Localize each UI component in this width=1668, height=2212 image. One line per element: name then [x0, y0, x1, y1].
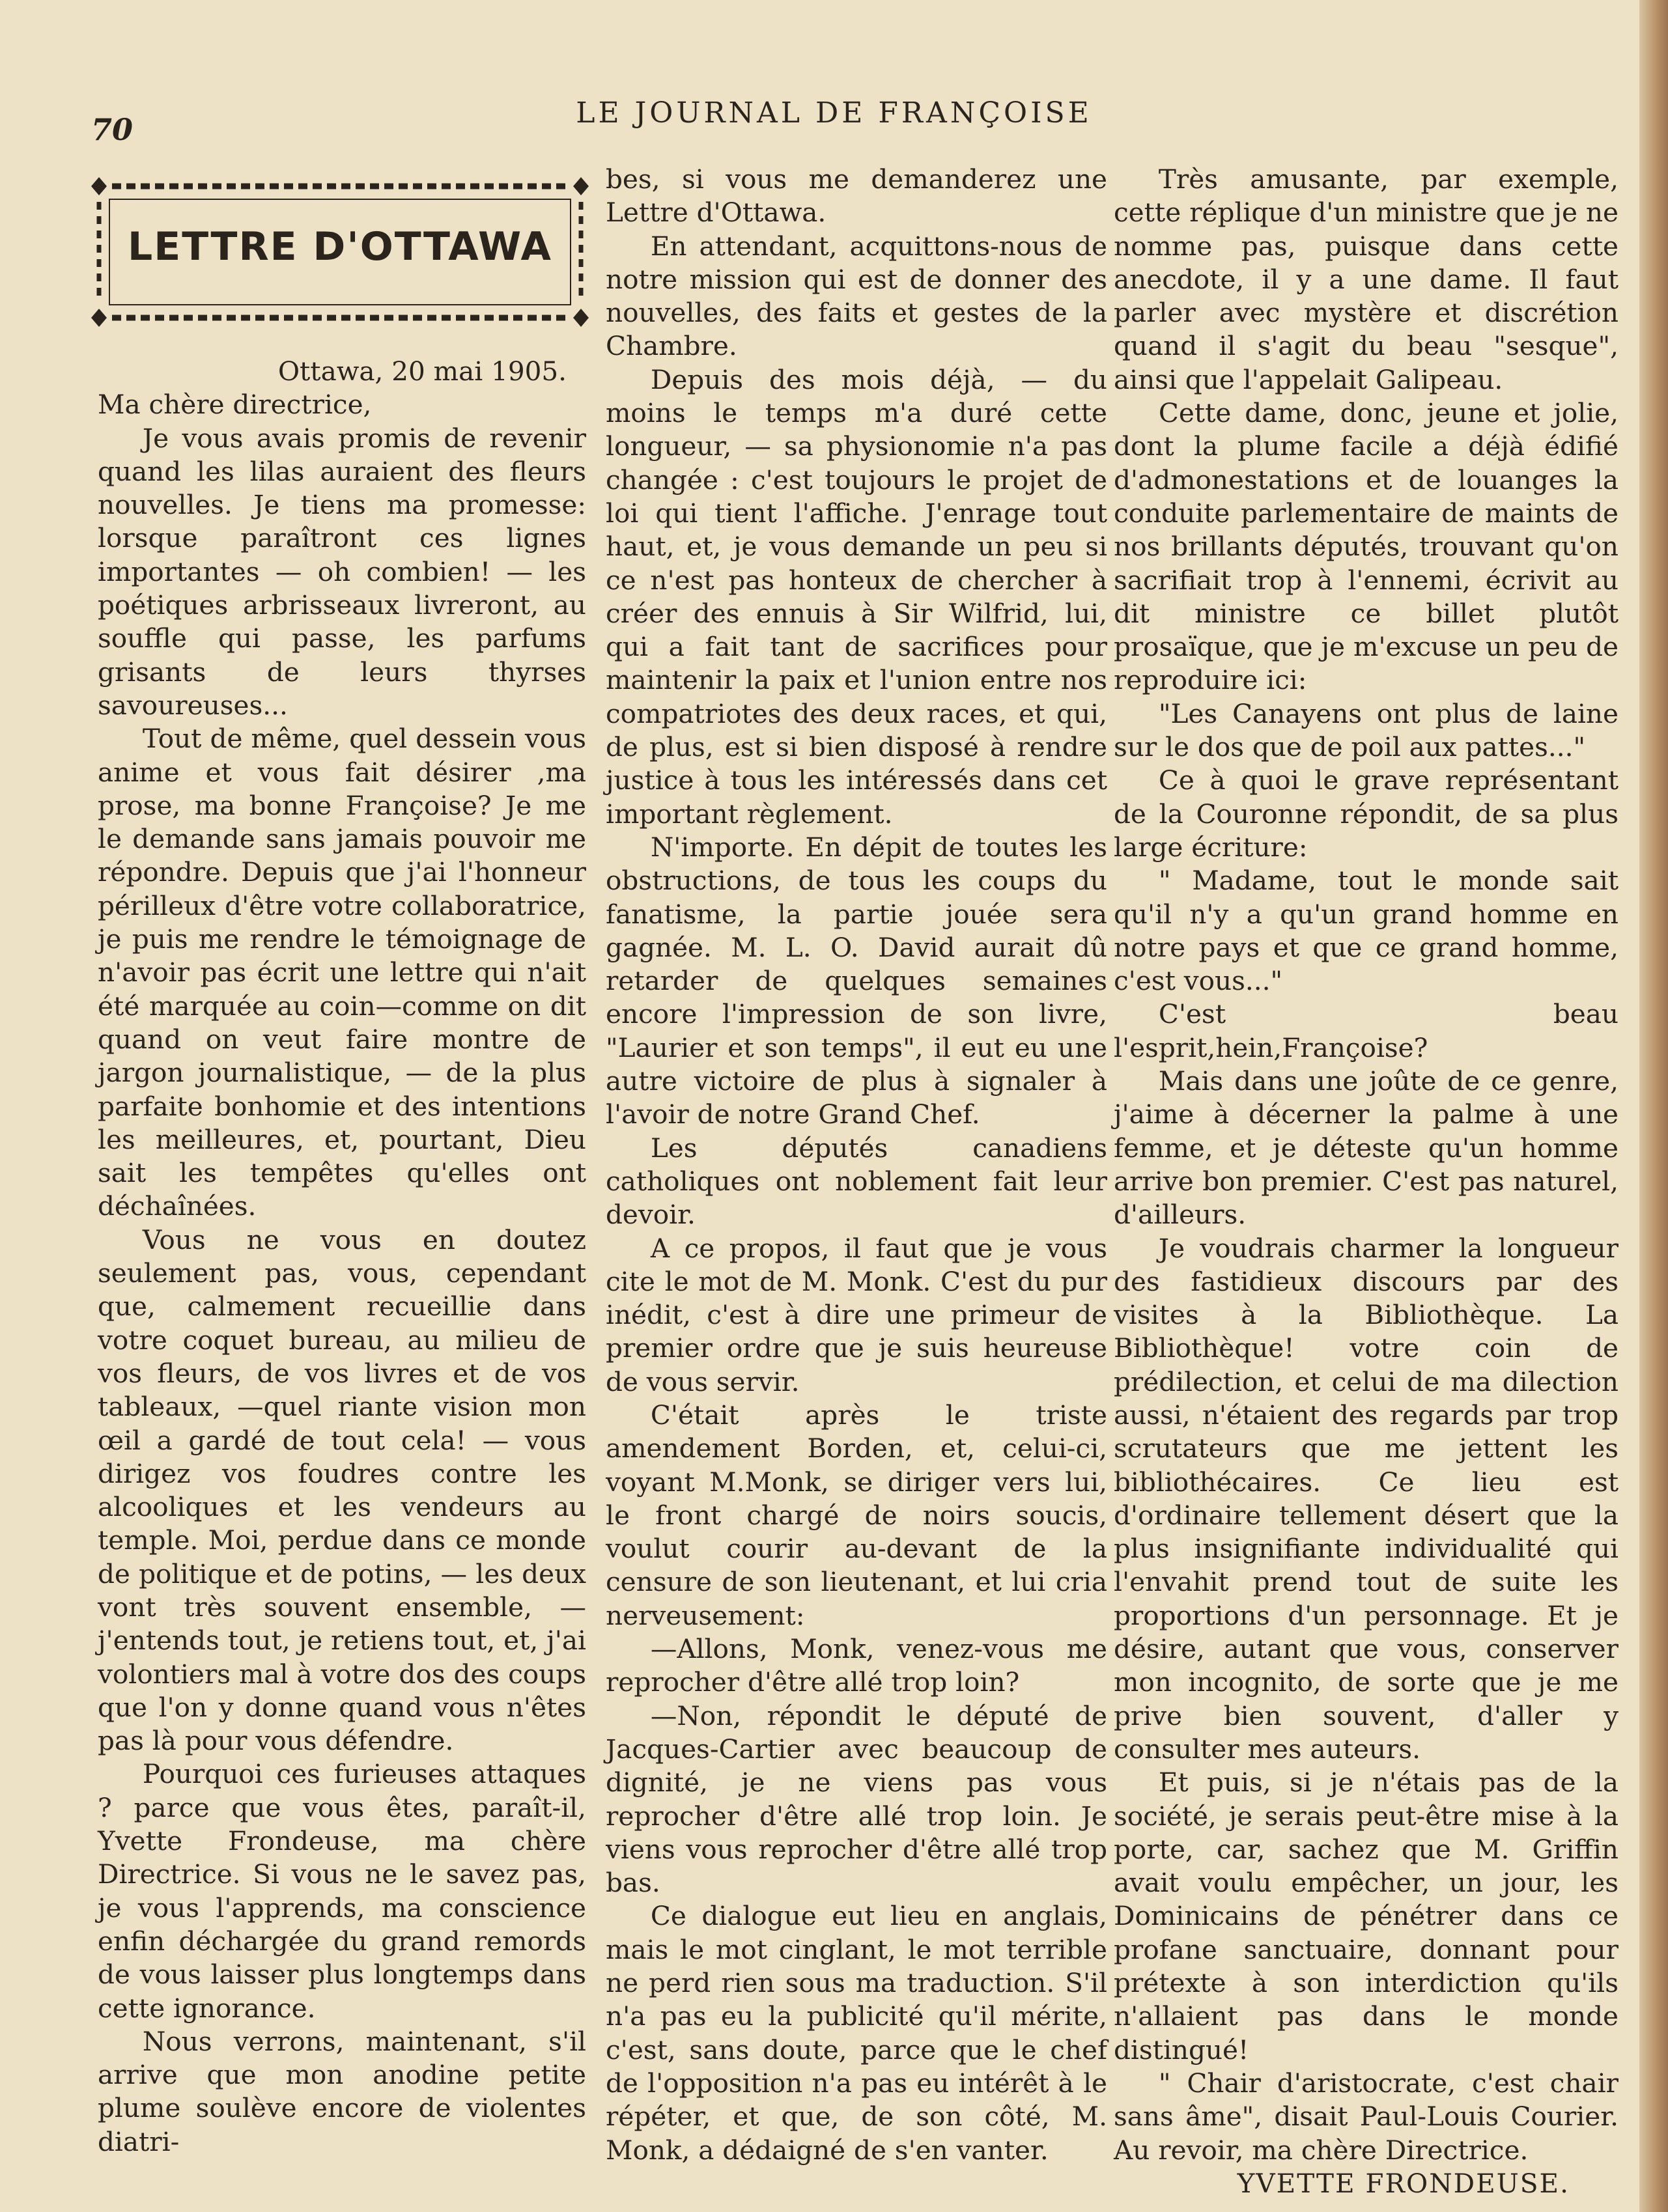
dateline: Ottawa, 20 mai 1905. — [277, 356, 567, 387]
paragraph: Tout de même, quel dessein vous anime et vous fait désirer ,ma prose, ma bonne Françoise? Je me le demande sans jamais pouvoir me répondre. Depuis que j'ai l'honneur périlleux d'être votre collaboratrice, je puis me rendre le témoignage de n'avoir pas écrit une lettre qui n'ait été marquée au coin—comme on dit quand on veut faire montre de jargon journalistique, — de la plus parfaite bonhomie et des intentions les meilleures, et, pourtant, Dieu sait les tempêtes qu'elles ont déchaînées. — [98, 723, 586, 1222]
running-head: LE JOURNAL DE FRANÇOISE — [576, 96, 1092, 130]
column-2 — [606, 163, 1107, 2167]
title-box — [86, 177, 594, 327]
paragraph: " Madame, tout le monde sait qu'il n'y a qu'un grand homme en notre pays et que ce grand homme, c'est vous..." — [1114, 865, 1619, 997]
paragraph: Les députés canadiens catholiques ont noblement fait leur devoir. — [606, 1132, 1107, 1231]
paragraph: Ce dialogue eut lieu en anglais, mais le mot cinglant, le mot terrible ne perd rien sous ma traduction. S'il n'a pas eu la publicité qu'il mérite, c'est, sans doute, parce que le chef de l'opposition n'a pas eu intérêt à le répéter, et que, de son côté, M. Monk, a dédaigné de s'en vanter. — [606, 1900, 1107, 2166]
paragraph: bes, si vous me demanderez une Lettre d'Ottawa. — [606, 163, 1107, 229]
paragraph: N'importe. En dépit de toutes les obstructions, de tous les coups du fanatisme, la partie jouée sera gagnée. M. L. O. David aurait dû retarder de quelques semaines encore l'impression de son livre, "Laurier et son temps", il eut eu une autre victoire de plus à signaler à l'avoir de notre Grand Chef. — [606, 831, 1107, 1130]
paragraph: Je voudrais charmer la longueur des fastidieux discours par des visites à la Bibliothèque. La Bibliothèque! votre coin de prédilection, et celui de ma dilection aussi, n'étaient des regards par trop scrutateurs que me jettent les bibliothécaires. Ce lieu est d'ordinaire tellement désert que la plus insignifiante individualité qui l'envahit prend tout de suite les proportions d'un personnage. Et je désire, autant que vous, conserver mon incognito, de sorte que je me prive bien souvent, d'aller y consulter mes auteurs. — [1114, 1232, 1619, 1765]
paragraph: —Non, répondit le député de Jacques-Cartier avec beaucoup de dignité, je ne viens pas vous reprocher d'être allé trop loin. Je viens vous reprocher d'être allé trop bas. — [606, 1700, 1107, 1899]
paragraph: Ce à quoi le grave représentant de la Couronne répondit, de sa plus large écriture: — [1114, 764, 1619, 863]
signature: YVETTE FRONDEUSE. — [1237, 2167, 1570, 2199]
paragraph: Depuis des mois déjà, — du moins le temps m'a duré cette longueur, — sa physionomie n'a pas changée : c'est toujours le projet de loi qui tient l'affiche. J'enrage tout haut, et, je vous demande un peu si ce n'est pas honteux de chercher à créer des ennuis à Sir Wilfrid, lui, qui a fait tant de sacrifices pour maintenir la paix et l'union entre nos compatriotes des deux races, et qui, de plus, est si bien disposé à rendre justice à tous les intéressés dans cet important règlement. — [606, 363, 1107, 830]
column-3 — [1114, 163, 1619, 2200]
page-number: 70 — [91, 112, 134, 147]
paragraph: Cette dame, donc, jeune et jolie, dont la plume facile a déjà édifié d'admonestations et de louanges la conduite parlementaire de maints de nos brillants députés, trouvant qu'on sacrifiait trop à l'ennemi, écrivit au dit ministre ce billet plutôt prosaïque, que je m'excuse un peu de reproduire ici: — [1114, 397, 1619, 696]
page-edge — [1639, 0, 1668, 2212]
column-1 — [98, 355, 586, 2159]
paragraph: Je vous avais promis de revenir quand les lilas auraient des fleurs nouvelles. Je tiens ma promesse: lorsque paraîtront ces lignes importantes — oh combien! — les poétiques arbrisseaux livreront, au souffle qui passe, les parfums grisants de leurs thyrses savoureuses... — [98, 422, 586, 721]
paragraph: Mais dans une joûte de ce genre, j'aime à décerner la palme à une femme, et je déteste qu'un homme arrive bon premier. C'est pas naturel, d'ailleurs. — [1114, 1065, 1619, 1231]
paragraph: A ce propos, il faut que je vous cite le mot de M. Monk. C'est du pur inédit, c'est à dire une primeur de premier ordre que je suis heureuse de vous servir. — [606, 1232, 1107, 1397]
paragraph: "Les Canayens ont plus de laine sur le dos que de poil aux pattes..." — [1114, 697, 1619, 763]
paragraph: Très amusante, par exemple, cette réplique d'un ministre que je ne nomme pas, puisque dans cette anecdote, il y a une dame. Il faut parler avec mystère et discrétion quand il s'agit du beau "sesque", ainsi que l'appelait Galipeau. — [1114, 163, 1619, 395]
paragraph: C'est beau l'esprit,hein,Françoise? — [1114, 998, 1619, 1063]
paragraph: " Chair d'aristocrate, c'est chair sans âme", disait Paul-Louis Courier. Au revoir, ma chère Directrice. — [1114, 2067, 1619, 2166]
paragraph: En attendant, acquittons-nous de notre mission qui est de donner des nouvelles, des faits et gestes de la Chambre. — [606, 230, 1107, 362]
paragraph: Nous verrons, maintenant, s'il arrive que mon anodine petite plume soulève encore de violentes diatri- — [98, 2025, 586, 2157]
salutation: Ma chère directrice, — [98, 389, 372, 421]
paragraph: Et puis, si je n'étais pas de la société, je serais peut-être mise à la porte, car, sachez que M. Griffin avait voulu empêcher, un jour, les Dominicains de pénétrer dans ce profane sanctuaire, donnant pour prétexte à son interdiction qu'ils n'allaient pas dans le monde distingué! — [1114, 1767, 1619, 2065]
paragraph: Pourquoi ces furieuses attaques ? parce que vous êtes, paraît-il, Yvette Frondeuse, ma chère Directrice. Si vous ne le savez pas, je vous l'apprends, ma conscience enfin déchargée du grand remords de vous laisser plus longtemps dans cette ignorance. — [98, 1758, 586, 2024]
paragraph: Vous ne vous en doutez seulement pas, vous, cependant que, calmement recueillie dans votre coquet bureau, au milieu de vos fleurs, de vos livres et de vos tableaux, —quel riante vision mon œil a gardé de tout cela! — vous dirigez vos foudres contre les alcooliques et les vendeurs au temple. Moi, perdue dans ce monde de politique et de potins, — les deux vont très souvent ensemble, — j'entends tout, je retiens tout, et, j'ai volontiers mal à votre dos des coups que l'on y donne quand vous n'êtes pas là pour vous défendre. — [98, 1224, 586, 1757]
article-title: LETTRE D'OTTAWA — [128, 224, 552, 270]
paragraph: C'était après le triste amendement Borden, et, celui-ci, voyant M.Monk, se diriger vers lui, le front chargé de noirs soucis, voulut courir au-devant de la censure de son lieutenant, et lui cria nerveusement: — [606, 1399, 1107, 1631]
paragraph: —Allons, Monk, venez-vous me reprocher d'être allé trop loin? — [606, 1633, 1107, 1698]
